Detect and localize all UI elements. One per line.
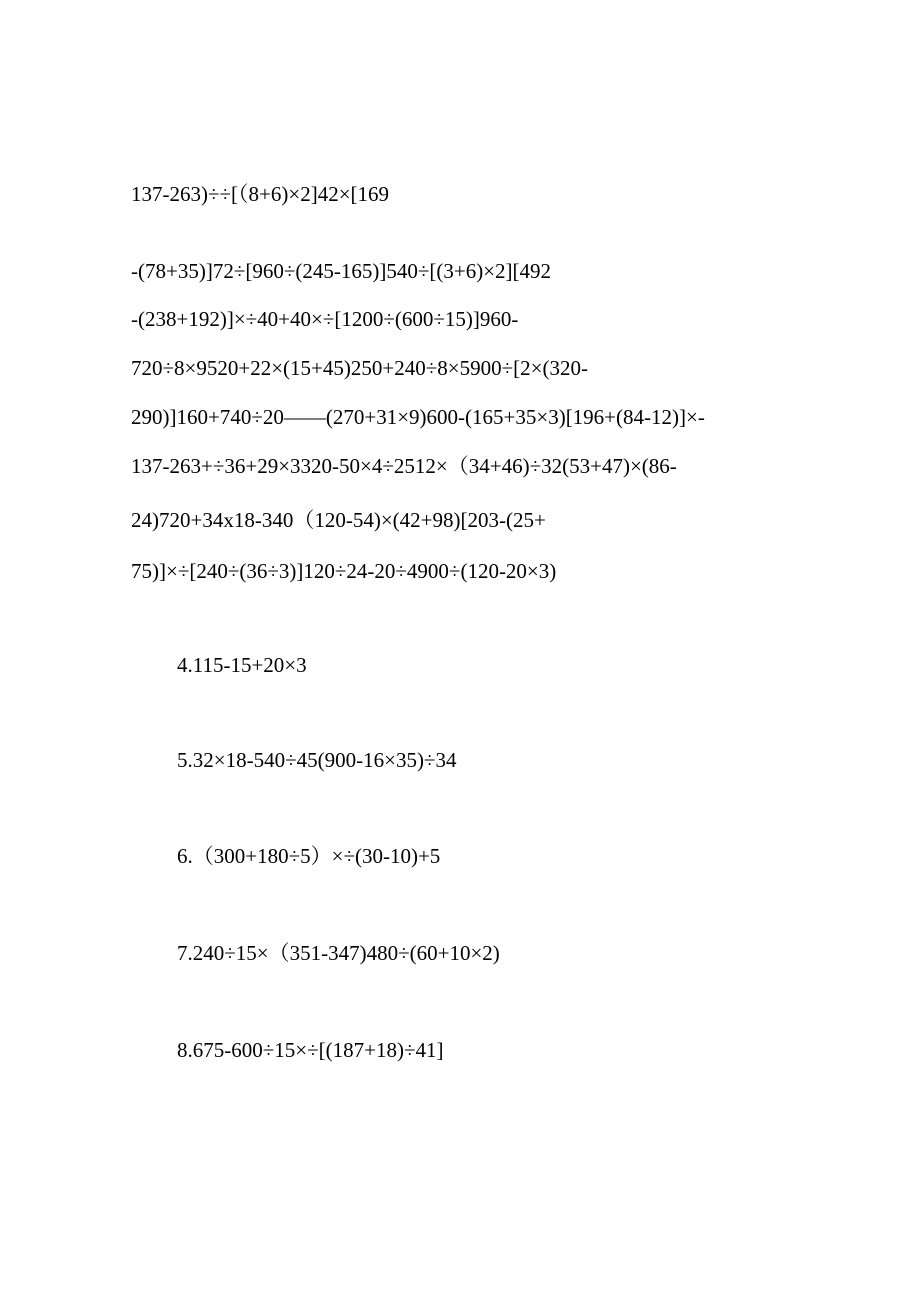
problem-item-8: 8.675-600÷15×÷[(187+18)÷41]: [177, 1038, 444, 1062]
problem-item-7: 7.240÷15×（351-347)480÷(60+10×2): [177, 941, 500, 965]
expression-line-8: 75)]×÷[240÷(36÷3)]120÷24-20÷4900÷(120-20×3): [131, 559, 557, 583]
expression-line-2: -(78+35)]72÷[960÷(245-165)]540÷[(3+6)×2][492: [131, 259, 552, 283]
expression-line-7: 24)720+34x18-340（120-54)×(42+98)[203-(25+: [131, 508, 546, 532]
expression-line-3: -(238+192)]×÷40+40×÷[1200÷(600÷15)]960-: [131, 307, 519, 331]
expression-line-1: 137-263)÷÷[（8+6)×2]42×[169: [131, 182, 390, 206]
expression-line-6: 137-263+÷36+29×3320-50×4÷2512×（34+46)÷32(53+47)×(86-: [131, 454, 677, 478]
expression-line-5: 290)]160+740÷20——(270+31×9)600-(165+35×3)[196+(84-12)]×-: [131, 405, 705, 429]
expression-line-4: 720÷8×9520+22×(15+45)250+240÷8×5900÷[2×(320-: [131, 356, 588, 380]
problem-item-6: 6.（300+180÷5）×÷(30-10)+5: [177, 844, 441, 868]
problem-item-5: 5.32×18-540÷45(900-16×35)÷34: [177, 748, 457, 772]
problem-item-4: 4.115-15+20×3: [177, 653, 307, 677]
